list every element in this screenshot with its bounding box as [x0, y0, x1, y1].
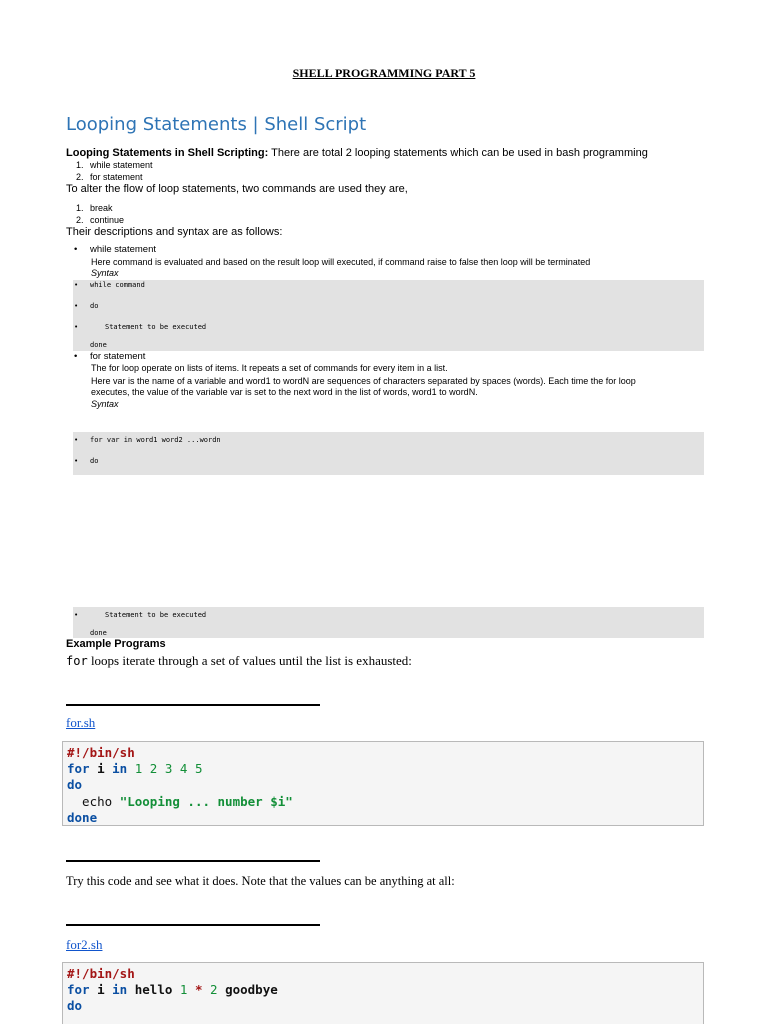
list-item: 2. continue — [76, 215, 125, 225]
intro-paragraph — [66, 147, 648, 160]
list-item-label: while statement — [90, 160, 153, 170]
file-link-for-sh[interactable]: for.sh — [66, 715, 96, 730]
bullet-for: • for statement — [74, 351, 146, 362]
code-line: for i in hello 1 * 2 goodbye — [67, 982, 278, 998]
code-line: do — [67, 998, 83, 1014]
for-syntax-block-continued — [73, 607, 704, 638]
syntax-line: • Statement to be executed — [74, 323, 207, 331]
intro-rest: There are total 2 looping statements which can be used in bash programming — [268, 147, 648, 159]
divider — [66, 924, 320, 926]
code-line: do — [67, 777, 83, 793]
syntax-done: done — [90, 341, 107, 349]
syntax-line: • while command — [74, 281, 145, 289]
while-description: Here command is evaluated and based on the result loop will executed, if command raise to false then loop will be terminated — [91, 257, 591, 267]
list-item: 1. while statement — [76, 160, 153, 170]
list-item: 2. for statement — [76, 172, 143, 182]
for-description-1: The for loop operate on lists of items. It repeats a set of commands for every item in a list. — [91, 363, 448, 373]
for-description-2: Here var is the name of a variable and word1 to wordN are sequences of characters separated by spaces (words). Each time the for loop — [91, 376, 636, 386]
for-title: for statement — [90, 351, 146, 362]
syntax-line: • do — [74, 302, 99, 310]
code-line: #!/bin/sh — [67, 966, 135, 981]
while-syntax-block — [73, 280, 704, 351]
bullet-while: • while statement — [74, 244, 157, 255]
syntax-line: • do — [74, 457, 99, 465]
divider — [66, 860, 320, 862]
code-line: done — [67, 809, 98, 825]
document-title: SHELL PROGRAMMING PART 5 — [292, 66, 476, 80]
intro-bold: Looping Statements in Shell Scripting: — [66, 147, 269, 159]
list-item-label: for statement — [90, 172, 143, 182]
while-title: while statement — [90, 244, 157, 255]
example-heading: Example Programs — [66, 638, 166, 650]
for-syntax-label: Syntax — [91, 399, 119, 409]
code-line: echo "Looping ... number $i" — [67, 793, 293, 809]
for-syntax-block — [73, 432, 704, 475]
syntax-line: • for var in word1 word2 ...wordn — [74, 436, 221, 444]
list-item-label: break — [90, 203, 113, 213]
code-block-for-sh — [62, 741, 704, 826]
try-paragraph: Try this code and see what it does. Note that the values can be anything at all: — [66, 874, 455, 888]
section-heading: Looping Statements | Shell Script — [66, 114, 367, 135]
code-block-for2-sh — [62, 962, 704, 1024]
description-paragraph: Their descriptions and syntax are as follows: — [66, 226, 283, 238]
code-line: #!/bin/sh — [67, 745, 135, 760]
for-intro-paragraph: for loops iterate through a set of values until the list is exhausted: — [66, 653, 412, 668]
list-item-label: continue — [90, 215, 125, 225]
divider — [66, 704, 320, 706]
file-link-for2-sh[interactable]: for2.sh — [66, 937, 103, 952]
syntax-line: • Statement to be executed — [74, 611, 207, 619]
syntax-done: done — [90, 629, 107, 637]
list-item: 1. break — [76, 203, 113, 213]
code-line: for i in 1 2 3 4 5 — [67, 761, 203, 777]
for-description-3: executes, the value of the variable var is set to the next word in the list of words, word1 to wordN. — [91, 387, 478, 397]
alter-paragraph: To alter the flow of loop statements, two commands are used they are, — [66, 183, 408, 195]
while-syntax-label: Syntax — [91, 268, 119, 278]
